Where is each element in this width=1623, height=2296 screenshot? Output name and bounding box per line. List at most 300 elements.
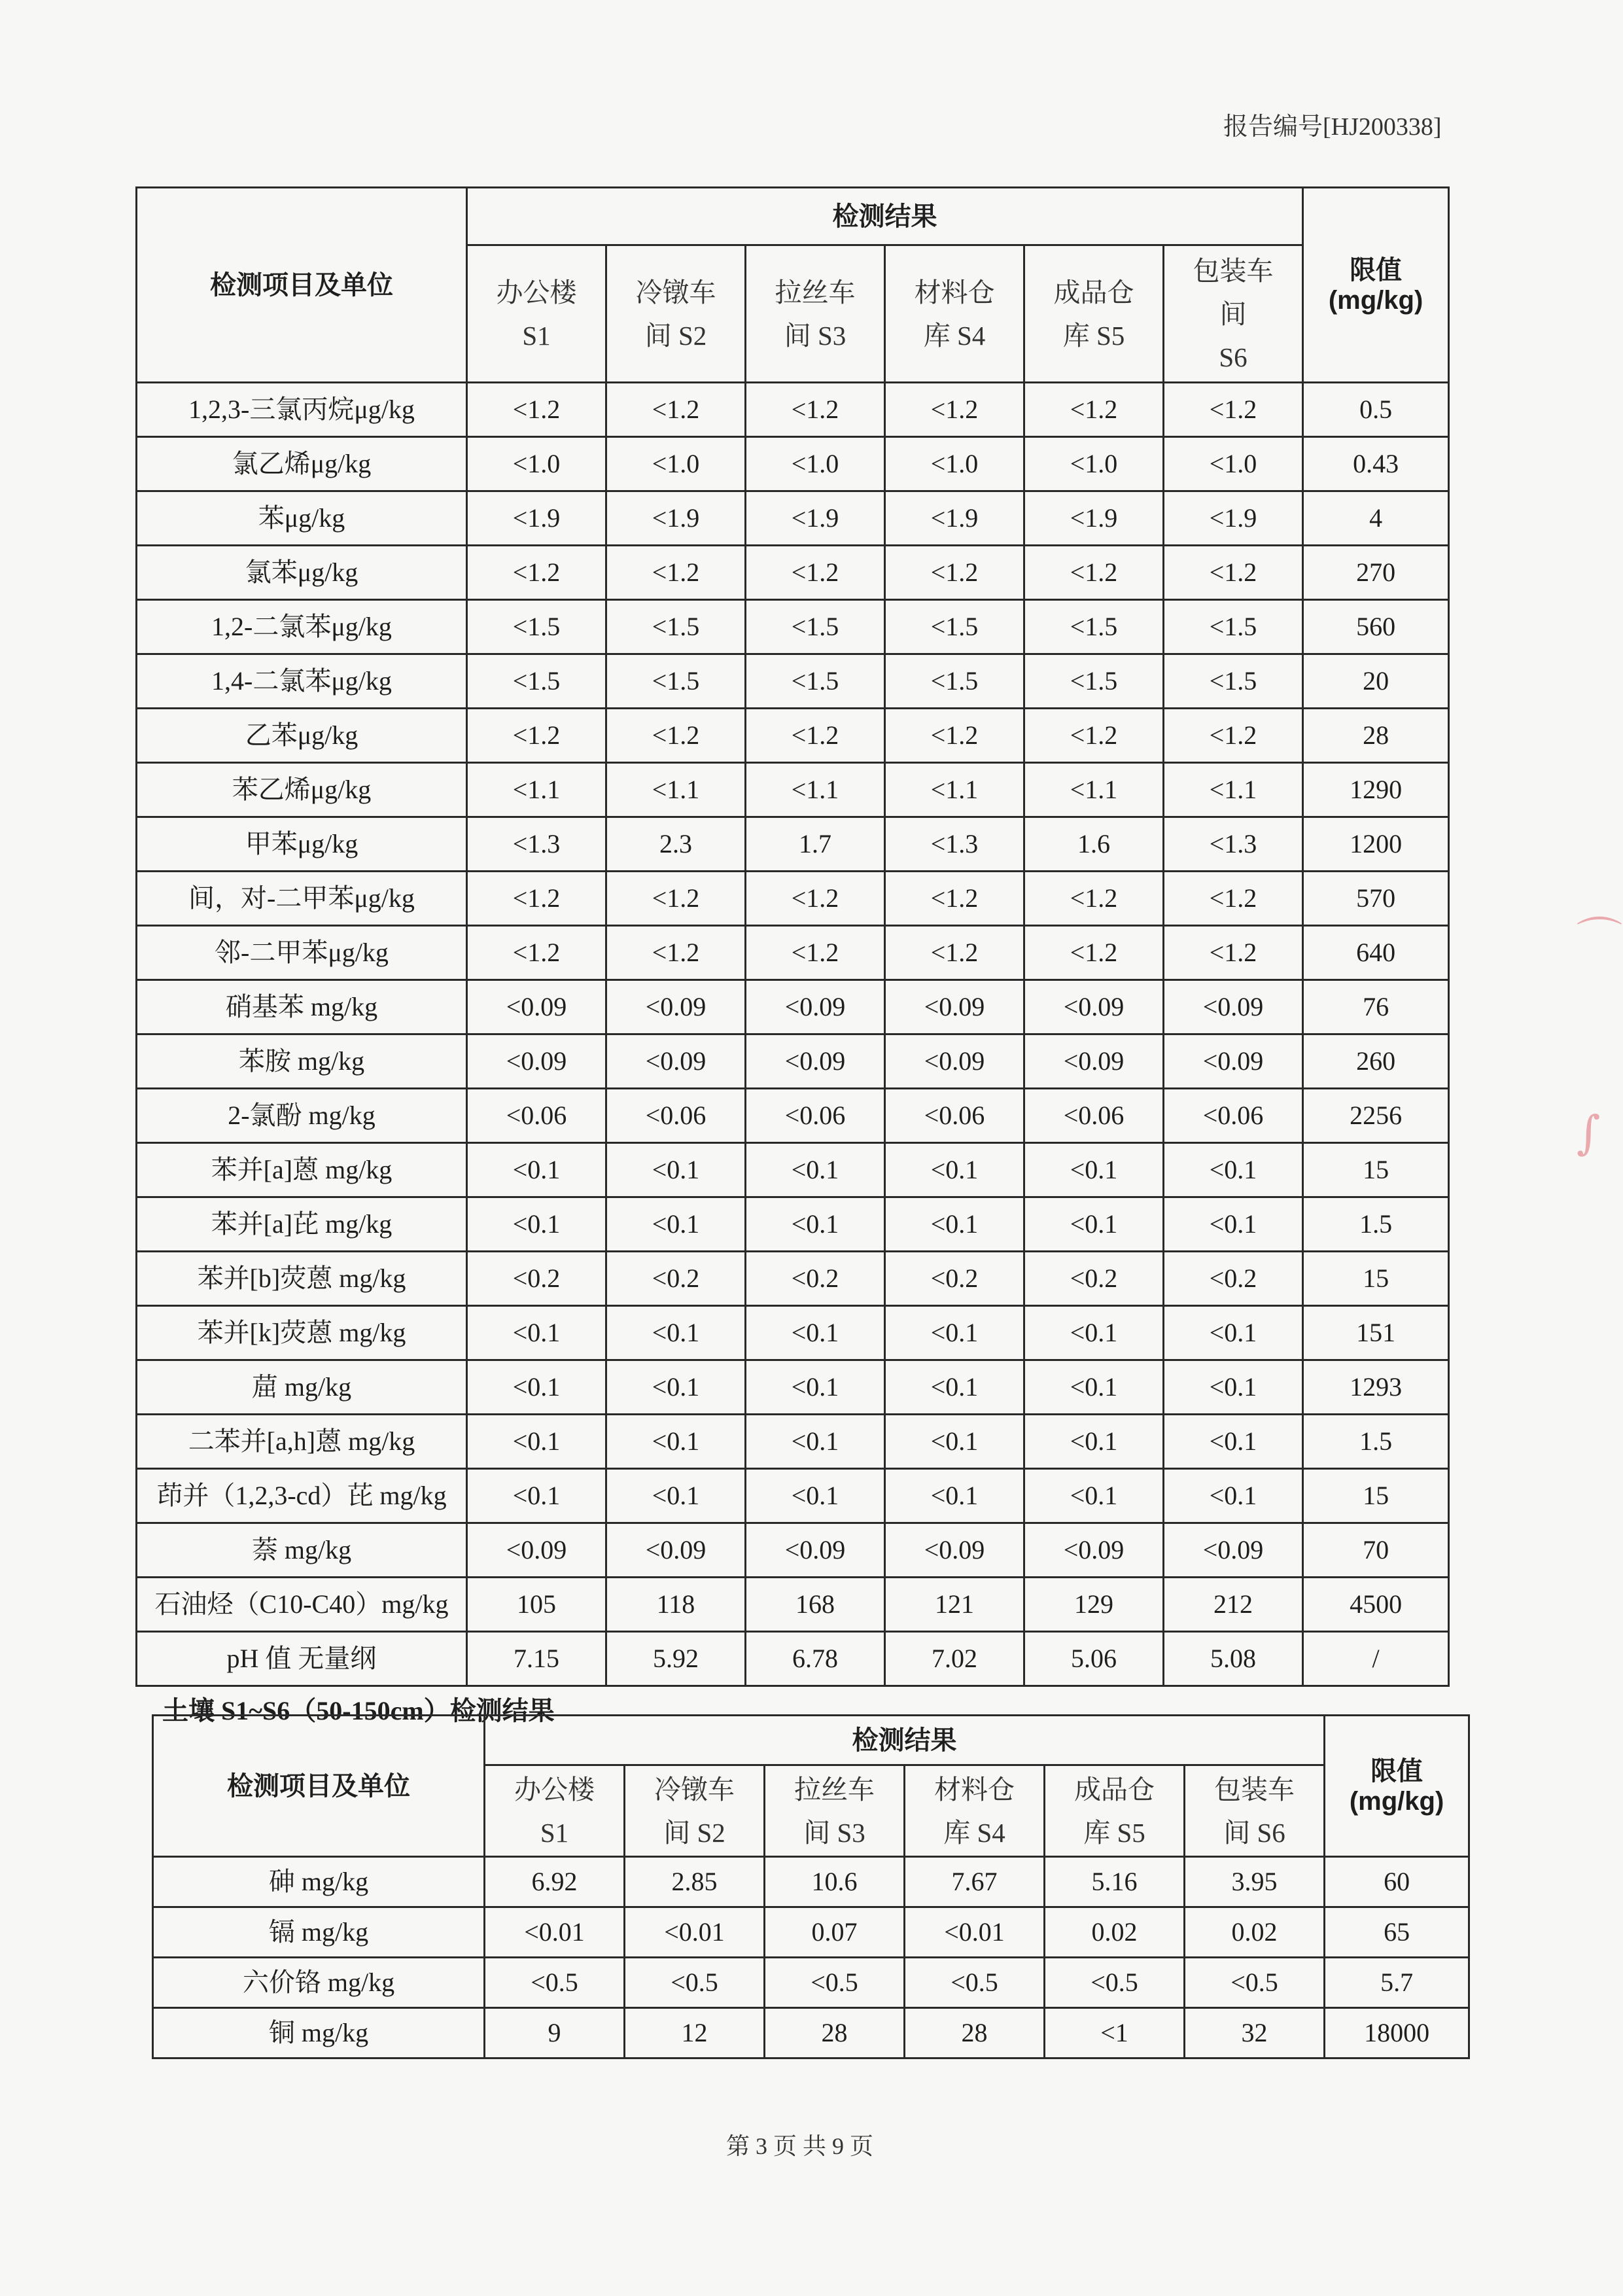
table-row — [137, 491, 1449, 546]
item-cell: 六价铬 mg/kg — [153, 1958, 485, 2008]
value-cell: <0.09 — [746, 980, 885, 1034]
table-row — [137, 1089, 1449, 1143]
limit-cell: 15 — [1303, 1143, 1449, 1197]
value-cell: <1.2 — [606, 709, 746, 763]
value-cell: 32 — [1185, 2008, 1325, 2058]
value-cell: <0.06 — [467, 1089, 606, 1143]
value-cell: <1.2 — [746, 926, 885, 980]
value-cell: <1.1 — [1024, 763, 1164, 817]
value-cell: 7.15 — [467, 1632, 606, 1686]
item-cell: 苯胺 mg/kg — [137, 1034, 467, 1089]
value-cell: <1.0 — [746, 437, 885, 491]
value-cell: <1.5 — [606, 654, 746, 709]
value-cell: <0.09 — [467, 980, 606, 1034]
value-cell: <0.09 — [467, 1523, 606, 1578]
value-cell: <0.5 — [1045, 1958, 1185, 2008]
table-row — [137, 817, 1449, 872]
item-cell: 2-氯酚 mg/kg — [137, 1089, 467, 1143]
value-cell: <0.1 — [467, 1197, 606, 1252]
value-cell: <0.1 — [467, 1415, 606, 1469]
item-cell: 苯乙烯μg/kg — [137, 763, 467, 817]
table-row — [153, 1907, 1469, 1958]
site-header-line1: 包装车 — [1193, 255, 1274, 286]
value-cell: <1.2 — [467, 709, 606, 763]
site-header-line2: 库 S5 — [1083, 1817, 1145, 1848]
item-cell: 硝基苯 mg/kg — [137, 980, 467, 1034]
limit-cell: 1290 — [1303, 763, 1449, 817]
limit-cell: 60 — [1325, 1857, 1469, 1907]
table-row — [137, 383, 1449, 437]
value-cell: <1 — [1045, 2008, 1185, 2058]
value-cell: <1.2 — [746, 383, 885, 437]
value-cell: <1.1 — [467, 763, 606, 817]
value-cell: 121 — [885, 1578, 1024, 1632]
value-cell: <1.9 — [606, 491, 746, 546]
limit-cell: 1200 — [1303, 817, 1449, 872]
value-cell: <1.5 — [1164, 600, 1303, 654]
value-cell: 5.06 — [1024, 1632, 1164, 1686]
value-cell: 3.95 — [1185, 1857, 1325, 1907]
limit-cell: 2256 — [1303, 1089, 1449, 1143]
limit-cell: / — [1303, 1632, 1449, 1686]
value-cell: <1.5 — [746, 600, 885, 654]
value-cell: 12 — [625, 2008, 765, 2058]
limit-cell: 4500 — [1303, 1578, 1449, 1632]
value-cell: <1.2 — [1164, 926, 1303, 980]
header-limit — [1325, 1716, 1469, 1857]
value-cell: <0.1 — [746, 1415, 885, 1469]
site-header-line1: 拉丝车 — [775, 277, 856, 308]
value-cell: <1.2 — [467, 383, 606, 437]
results-table-2 — [152, 1714, 1470, 2059]
value-cell: <1.5 — [1164, 654, 1303, 709]
value-cell: <0.09 — [1164, 1523, 1303, 1578]
value-cell: <0.01 — [485, 1907, 625, 1958]
value-cell: <0.09 — [746, 1523, 885, 1578]
value-cell: <0.1 — [606, 1360, 746, 1415]
value-cell: 0.07 — [765, 1907, 905, 1958]
site-header-1 — [467, 245, 606, 383]
value-cell: 5.92 — [606, 1632, 746, 1686]
value-cell: <1.5 — [467, 600, 606, 654]
header-results: 检测结果 — [485, 1716, 1325, 1765]
value-cell: <0.2 — [746, 1252, 885, 1306]
value-cell: <1.2 — [606, 926, 746, 980]
site-header-line1: 材料仓 — [914, 277, 995, 308]
site-header-line2: 库 S4 — [923, 320, 986, 351]
site-header-line1: 包装车 — [1214, 1774, 1295, 1805]
limit-cell: 260 — [1303, 1034, 1449, 1089]
table-row — [137, 1306, 1449, 1360]
value-cell: <0.1 — [1024, 1360, 1164, 1415]
value-cell: 9 — [485, 2008, 625, 2058]
value-cell: <1.9 — [1024, 491, 1164, 546]
value-cell: <0.1 — [467, 1360, 606, 1415]
site-header-5 — [1045, 1765, 1185, 1857]
site-header-6 — [1185, 1765, 1325, 1857]
value-cell: 0.02 — [1185, 1907, 1325, 1958]
value-cell: <0.01 — [905, 1907, 1045, 1958]
value-cell: <0.1 — [606, 1415, 746, 1469]
value-cell: <1.3 — [467, 817, 606, 872]
results-table-1 — [135, 186, 1450, 1687]
table-row — [137, 709, 1449, 763]
value-cell: 1.6 — [1024, 817, 1164, 872]
header-item: 检测项目及单位 — [137, 188, 467, 383]
limit-cell: 5.7 — [1325, 1958, 1469, 2008]
item-cell: 苯并[b]荧蒽 mg/kg — [137, 1252, 467, 1306]
limit-cell: 65 — [1325, 1907, 1469, 1958]
table-row — [137, 1415, 1449, 1469]
table-row — [137, 763, 1449, 817]
value-cell: <0.5 — [1185, 1958, 1325, 2008]
item-cell: 氯苯μg/kg — [137, 546, 467, 600]
value-cell: 2.85 — [625, 1857, 765, 1907]
site-header-line2: S1 — [540, 1817, 569, 1848]
value-cell: <0.09 — [606, 1034, 746, 1089]
site-header-line1: 冷镦车 — [654, 1774, 735, 1805]
value-cell: <1.9 — [467, 491, 606, 546]
value-cell: <0.1 — [885, 1306, 1024, 1360]
value-cell: <0.06 — [606, 1089, 746, 1143]
value-cell: <0.2 — [1024, 1252, 1164, 1306]
value-cell: <1.1 — [606, 763, 746, 817]
value-cell: <1.2 — [467, 926, 606, 980]
header-item: 检测项目及单位 — [153, 1716, 485, 1857]
table-row — [153, 2008, 1469, 2058]
item-cell: 石油烃（C10-C40）mg/kg — [137, 1578, 467, 1632]
value-cell: <1.2 — [1164, 872, 1303, 926]
site-header-line2: 间 S2 — [644, 320, 707, 351]
value-cell: <1.3 — [885, 817, 1024, 872]
value-cell: <1.2 — [467, 872, 606, 926]
item-cell: 苯并[k]荧蒽 mg/kg — [137, 1306, 467, 1360]
value-cell: <1.9 — [746, 491, 885, 546]
item-cell: 镉 mg/kg — [153, 1907, 485, 1958]
table-row — [153, 1958, 1469, 2008]
value-cell: <0.09 — [606, 1523, 746, 1578]
value-cell: <0.1 — [606, 1306, 746, 1360]
value-cell: <0.09 — [746, 1034, 885, 1089]
value-cell: <0.5 — [485, 1958, 625, 2008]
site-header-line2: 间 S6 — [1223, 1817, 1285, 1848]
value-cell: <0.09 — [1024, 1523, 1164, 1578]
header-limit-label: 限值 — [1370, 1756, 1423, 1786]
value-cell: 168 — [746, 1578, 885, 1632]
value-cell: 2.3 — [606, 817, 746, 872]
limit-cell: 20 — [1303, 654, 1449, 709]
site-header-line1: 拉丝车 — [794, 1774, 875, 1805]
item-cell: 二苯并[a,h]蒽 mg/kg — [137, 1415, 467, 1469]
site-header-line1: 成品仓 — [1053, 277, 1134, 308]
value-cell: <1.1 — [1164, 763, 1303, 817]
site-header-3 — [746, 245, 885, 383]
value-cell: <1.2 — [606, 872, 746, 926]
value-cell: <1.2 — [1164, 709, 1303, 763]
item-cell: 砷 mg/kg — [153, 1857, 485, 1907]
value-cell: <1.9 — [1164, 491, 1303, 546]
limit-cell: 1293 — [1303, 1360, 1449, 1415]
item-cell: 萘 mg/kg — [137, 1523, 467, 1578]
limit-cell: 18000 — [1325, 2008, 1469, 2058]
value-cell: <0.1 — [1024, 1306, 1164, 1360]
value-cell: 5.08 — [1164, 1632, 1303, 1686]
limit-cell: 570 — [1303, 872, 1449, 926]
item-cell: 1,4-二氯苯μg/kg — [137, 654, 467, 709]
value-cell: <0.1 — [1164, 1197, 1303, 1252]
value-cell: <0.1 — [1024, 1415, 1164, 1469]
item-cell: 间，对-二甲苯μg/kg — [137, 872, 467, 926]
value-cell: <0.1 — [1024, 1469, 1164, 1523]
item-cell: pH 值 无量纲 — [137, 1632, 467, 1686]
value-cell: <0.09 — [606, 980, 746, 1034]
value-cell: 28 — [905, 2008, 1045, 2058]
header-results: 检测结果 — [467, 188, 1303, 245]
stamp-fragment-lower: ∫ — [1577, 1106, 1601, 1159]
value-cell: <1.0 — [467, 437, 606, 491]
value-cell: <1.2 — [1024, 926, 1164, 980]
value-cell: <0.09 — [467, 1034, 606, 1089]
item-cell: 苯并[a]芘 mg/kg — [137, 1197, 467, 1252]
site-header-line2: 间 S3 — [784, 320, 846, 351]
value-cell: <1.1 — [885, 763, 1024, 817]
value-cell: <0.1 — [746, 1360, 885, 1415]
value-cell: <0.5 — [625, 1958, 765, 2008]
item-cell: 䓛 mg/kg — [137, 1360, 467, 1415]
value-cell: <0.1 — [467, 1306, 606, 1360]
header-limit-label: 限值 — [1350, 255, 1403, 285]
value-cell: 1.7 — [746, 817, 885, 872]
limit-cell: 28 — [1303, 709, 1449, 763]
value-cell: <1.2 — [1024, 709, 1164, 763]
site-header-5 — [1024, 245, 1164, 383]
limit-cell: 1.5 — [1303, 1197, 1449, 1252]
value-cell: <0.1 — [746, 1143, 885, 1197]
value-cell: 10.6 — [765, 1857, 905, 1907]
value-cell: 28 — [765, 2008, 905, 2058]
item-cell: 苯μg/kg — [137, 491, 467, 546]
value-cell: 5.16 — [1045, 1857, 1185, 1907]
value-cell: <1.2 — [606, 383, 746, 437]
header-limit — [1303, 188, 1449, 383]
limit-cell: 560 — [1303, 600, 1449, 654]
limit-cell: 4 — [1303, 491, 1449, 546]
table-row — [137, 546, 1449, 600]
table-row — [137, 1523, 1449, 1578]
table-row — [137, 1034, 1449, 1089]
item-cell: 1,2-二氯苯μg/kg — [137, 600, 467, 654]
table-row — [137, 926, 1449, 980]
site-header-line2: 间 S2 — [663, 1817, 725, 1848]
value-cell: <0.09 — [1024, 980, 1164, 1034]
item-cell: 乙苯μg/kg — [137, 709, 467, 763]
table-row — [137, 654, 1449, 709]
value-cell: <1.2 — [1024, 546, 1164, 600]
value-cell: <1.2 — [1164, 546, 1303, 600]
value-cell: <1.2 — [885, 709, 1024, 763]
item-cell: 铜 mg/kg — [153, 2008, 485, 2058]
value-cell: <0.06 — [1024, 1089, 1164, 1143]
limit-cell: 270 — [1303, 546, 1449, 600]
value-cell: <1.5 — [885, 600, 1024, 654]
value-cell: <1.0 — [606, 437, 746, 491]
value-cell: 105 — [467, 1578, 606, 1632]
site-header-1 — [485, 1765, 625, 1857]
value-cell: <0.09 — [1164, 980, 1303, 1034]
value-cell: 6.92 — [485, 1857, 625, 1907]
site-header-line1: 冷镦车 — [635, 277, 716, 308]
limit-cell: 70 — [1303, 1523, 1449, 1578]
table-row — [153, 1857, 1469, 1907]
table-row — [137, 1578, 1449, 1632]
value-cell: <0.2 — [885, 1252, 1024, 1306]
value-cell: <0.1 — [467, 1469, 606, 1523]
value-cell: 7.02 — [885, 1632, 1024, 1686]
item-cell: 1,2,3-三氯丙烷μg/kg — [137, 383, 467, 437]
value-cell: <0.1 — [1024, 1143, 1164, 1197]
page-footer: 第 3 页 共 9 页 — [726, 2133, 874, 2159]
value-cell: <1.3 — [1164, 817, 1303, 872]
value-cell: <1.5 — [885, 654, 1024, 709]
value-cell: 212 — [1164, 1578, 1303, 1632]
limit-cell: 76 — [1303, 980, 1449, 1034]
value-cell: <1.5 — [1024, 654, 1164, 709]
table-row — [137, 872, 1449, 926]
value-cell: <1.5 — [606, 600, 746, 654]
limit-cell: 0.43 — [1303, 437, 1449, 491]
value-cell: <0.1 — [1164, 1469, 1303, 1523]
site-header-line1: 材料仓 — [934, 1774, 1015, 1805]
site-header-line2: 库 S5 — [1062, 320, 1125, 351]
value-cell: <0.09 — [1164, 1034, 1303, 1089]
value-cell: <1.5 — [467, 654, 606, 709]
value-cell: 7.67 — [905, 1857, 1045, 1907]
site-header-line2: 库 S4 — [943, 1817, 1005, 1848]
value-cell: <1.0 — [1024, 437, 1164, 491]
value-cell: <0.1 — [746, 1469, 885, 1523]
value-cell: <0.1 — [1164, 1306, 1303, 1360]
table-row — [137, 600, 1449, 654]
value-cell: <0.09 — [885, 1034, 1024, 1089]
limit-cell: 0.5 — [1303, 383, 1449, 437]
value-cell: <0.09 — [885, 1523, 1024, 1578]
item-cell: 氯乙烯μg/kg — [137, 437, 467, 491]
section-2-title: 土壤 S1~S6（50-150cm）检测结果 — [162, 1696, 555, 1725]
report-number: 报告编号[HJ200338] — [1223, 113, 1442, 141]
limit-cell: 15 — [1303, 1252, 1449, 1306]
value-cell: 0.02 — [1045, 1907, 1185, 1958]
value-cell: <0.2 — [1164, 1252, 1303, 1306]
value-cell: <0.1 — [885, 1197, 1024, 1252]
value-cell: <1.2 — [467, 546, 606, 600]
table-row — [137, 1360, 1449, 1415]
value-cell: <1.0 — [1164, 437, 1303, 491]
value-cell: <0.2 — [467, 1252, 606, 1306]
value-cell: <1.2 — [885, 546, 1024, 600]
value-cell: <0.1 — [885, 1469, 1024, 1523]
value-cell: <0.1 — [467, 1143, 606, 1197]
value-cell: <0.01 — [625, 1907, 765, 1958]
value-cell: <1.2 — [885, 383, 1024, 437]
item-cell: 茚并（1,2,3-cd）芘 mg/kg — [137, 1469, 467, 1523]
site-header-line1: 成品仓 — [1074, 1774, 1155, 1805]
site-header-2 — [625, 1765, 765, 1857]
value-cell: <0.06 — [1164, 1089, 1303, 1143]
value-cell: <0.09 — [885, 980, 1024, 1034]
table-row — [137, 1197, 1449, 1252]
value-cell: <0.1 — [606, 1197, 746, 1252]
site-header-line1: 办公楼 — [496, 277, 577, 308]
value-cell: <1.2 — [746, 546, 885, 600]
value-cell: <1.0 — [885, 437, 1024, 491]
value-cell: <1.2 — [606, 546, 746, 600]
value-cell: 129 — [1024, 1578, 1164, 1632]
table-row — [137, 437, 1449, 491]
stamp-fragment-upper: ⌒ — [1577, 913, 1622, 966]
value-cell: <1.9 — [885, 491, 1024, 546]
value-cell: <1.5 — [746, 654, 885, 709]
site-header-line2: S1 — [522, 320, 551, 351]
item-cell: 邻-二甲苯μg/kg — [137, 926, 467, 980]
value-cell: <0.1 — [746, 1306, 885, 1360]
table-row — [137, 1632, 1449, 1686]
value-cell: <0.1 — [1024, 1197, 1164, 1252]
header-limit-unit: (mg/kg) — [1328, 285, 1423, 315]
value-cell: <1.2 — [746, 709, 885, 763]
site-header-4 — [885, 245, 1024, 383]
limit-cell: 151 — [1303, 1306, 1449, 1360]
site-header-line3: S6 — [1219, 342, 1248, 372]
item-cell: 甲苯μg/kg — [137, 817, 467, 872]
limit-cell: 640 — [1303, 926, 1449, 980]
site-header-6 — [1164, 245, 1303, 383]
header-limit-unit: (mg/kg) — [1349, 1786, 1444, 1816]
value-cell: <0.2 — [606, 1252, 746, 1306]
limit-cell: 1.5 — [1303, 1415, 1449, 1469]
value-cell: <0.1 — [885, 1360, 1024, 1415]
value-cell: <0.5 — [905, 1958, 1045, 2008]
value-cell: <0.1 — [1164, 1143, 1303, 1197]
value-cell: <0.1 — [746, 1197, 885, 1252]
value-cell: <1.2 — [885, 872, 1024, 926]
value-cell: <1.2 — [1024, 383, 1164, 437]
site-header-4 — [905, 1765, 1045, 1857]
value-cell: <1.2 — [1164, 383, 1303, 437]
value-cell: <0.5 — [765, 1958, 905, 2008]
site-header-line2: 间 — [1219, 298, 1247, 329]
value-cell: <0.1 — [885, 1143, 1024, 1197]
site-header-line2: 间 S3 — [803, 1817, 865, 1848]
value-cell: <1.2 — [746, 872, 885, 926]
site-header-2 — [606, 245, 746, 383]
value-cell: 6.78 — [746, 1632, 885, 1686]
value-cell: <1.1 — [746, 763, 885, 817]
value-cell: <0.06 — [746, 1089, 885, 1143]
value-cell: <1.2 — [1024, 872, 1164, 926]
limit-cell: 15 — [1303, 1469, 1449, 1523]
value-cell: <0.06 — [885, 1089, 1024, 1143]
table-row — [137, 980, 1449, 1034]
value-cell: <1.5 — [1024, 600, 1164, 654]
item-cell: 苯并[a]蒽 mg/kg — [137, 1143, 467, 1197]
table-row — [137, 1143, 1449, 1197]
value-cell: <0.1 — [606, 1469, 746, 1523]
value-cell: <0.1 — [1164, 1360, 1303, 1415]
value-cell: <0.1 — [606, 1143, 746, 1197]
value-cell: <0.09 — [1024, 1034, 1164, 1089]
table-row — [137, 1469, 1449, 1523]
site-header-line1: 办公楼 — [514, 1774, 595, 1805]
